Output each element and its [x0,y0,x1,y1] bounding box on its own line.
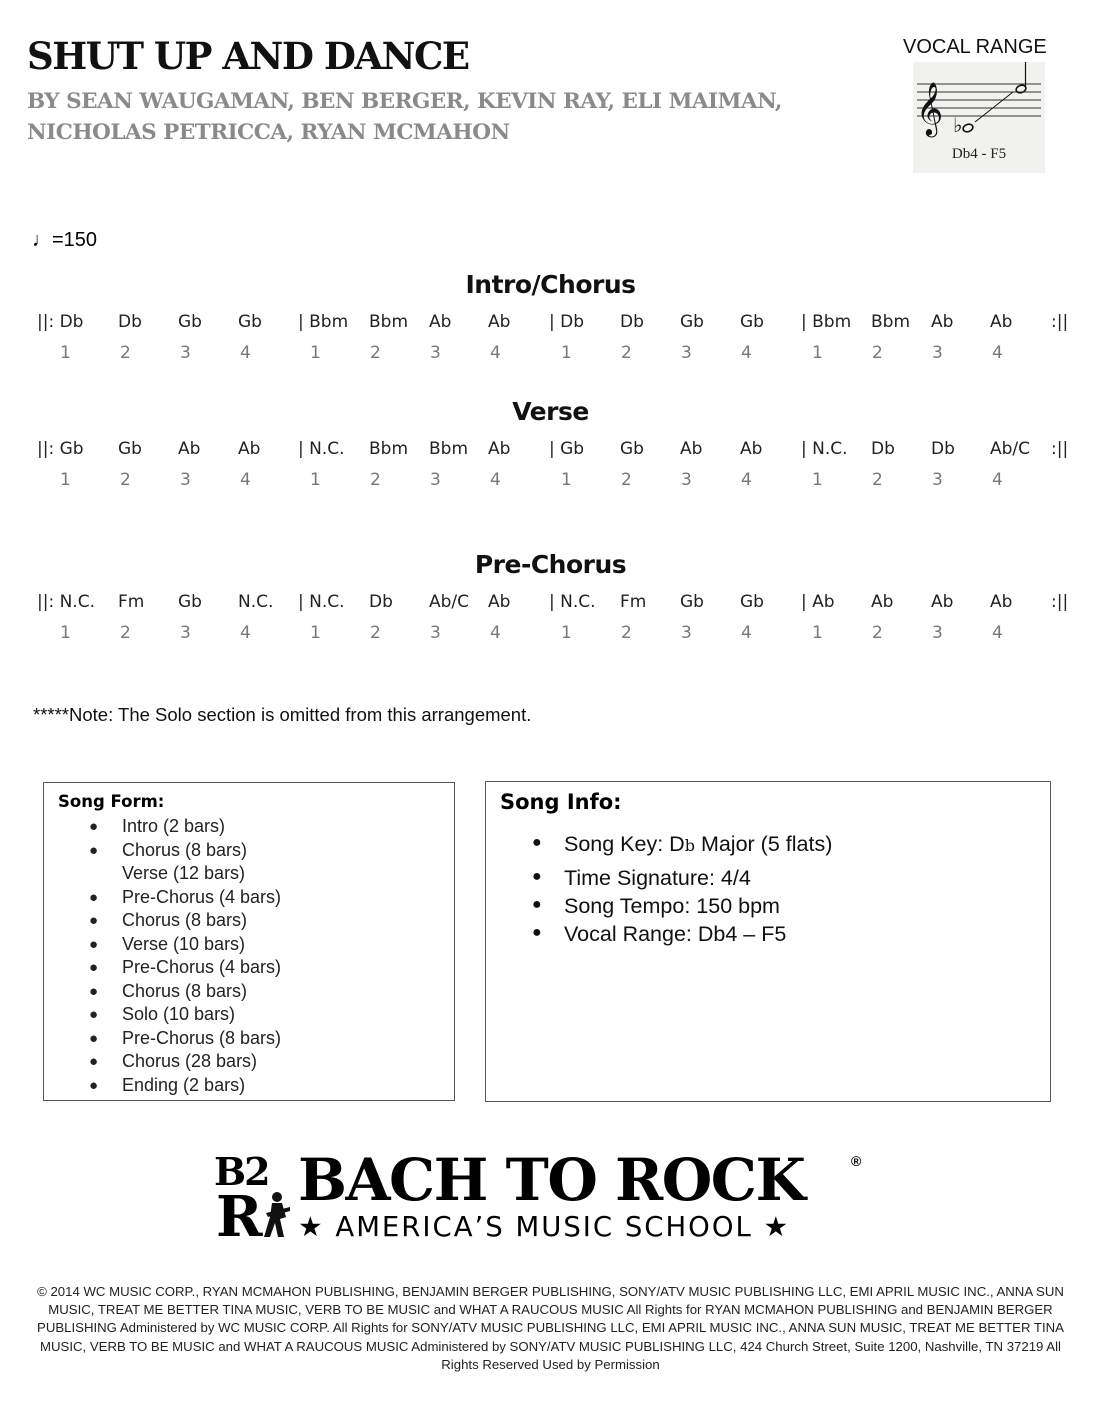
beat-number: 3 [180,470,191,490]
chord-cell: Ab [178,439,201,459]
song-tempo-item [532,894,780,919]
vocal-range-text: Vocal Range: Db4 – F5 [564,922,787,946]
tempo-marking: ♩=150 [32,229,98,251]
beat-number: 3 [430,470,441,490]
chord-cell: Ab/C [429,592,470,612]
beat-number: 1 [812,470,823,490]
beat-number: 4 [992,470,1003,490]
chord-cell: :|| [1051,439,1069,459]
beat-number: 3 [430,343,441,363]
chord-cell: ||: N.C. [37,592,95,612]
beat-number: 4 [992,623,1003,643]
chord-cell: Fm [620,592,647,612]
song-form-item-text: Chorus (28 bars) [122,1051,258,1071]
beat-number: 3 [681,623,692,643]
logo-mark-bottom: R [216,1184,263,1250]
bullet-icon: ● [89,1076,99,1094]
chord-cell: | Bbm [298,312,349,332]
song-key-suffix: Major (5 flats) [694,832,833,856]
bullet-icon: ● [89,959,99,976]
beat-number: 3 [180,343,191,363]
svg-text:♭: ♭ [953,113,963,137]
chord-cell: Gb [238,312,262,332]
chord-cell: Db [118,312,142,332]
chord-cell: ||: Gb [37,439,84,459]
chord-cell: N.C. [238,592,274,612]
song-form-item [44,1050,454,1074]
song-form-item-text: Verse (12 bars) [122,863,246,883]
song-form-item-text: Pre-Chorus (4 bars) [122,957,282,977]
beat-number: 4 [240,343,251,363]
chord-cell: Ab [488,312,511,332]
chord-cell: Gb [680,312,704,332]
chord-cell: Ab [871,592,894,612]
chord-cell: Db [931,439,955,459]
beat-number: 4 [992,343,1003,363]
bullet-icon: ● [89,888,99,906]
bullet-icon: ● [532,834,542,851]
song-form-item-text: Chorus (8 bars) [122,910,248,930]
vocal-range-heading: VOCAL RANGE [903,36,1047,58]
time-signature-text: Time Signature: 4/4 [564,866,751,890]
beat-number: 3 [681,343,692,363]
chord-cell: Ab [238,439,261,459]
chord-cell: Bbm [369,312,409,332]
vocal-range-label: Db4 - F5 [951,146,1007,162]
beat-number: 4 [741,623,752,643]
chord-cell: Ab [488,439,511,459]
song-form-item-text: Solo (10 bars) [122,1004,236,1024]
logo-name: BACH TO ROCK [298,1146,805,1214]
song-form-item-text: Pre-Chorus (8 bars) [122,1027,282,1048]
beat-number: 1 [310,470,321,490]
beat-number: 3 [932,470,943,490]
song-form-item-text: Verse (10 bars) [122,933,246,954]
chord-cell: Ab [429,312,452,332]
song-form-item [44,909,454,933]
beat-number: 1 [60,343,71,363]
song-info-title: Song Info: [500,790,622,814]
chord-cell: | Gb [549,439,585,459]
section-title-intro-chorus: Intro/Chorus [465,270,636,299]
svg-text:𝄞: 𝄞 [916,81,944,135]
song-form-item-text: Chorus (8 bars) [122,839,248,860]
beat-number: 4 [490,343,501,363]
chord-cell: | N.C. [298,439,345,459]
beat-number: 2 [120,623,131,643]
chord-cell: Fm [118,592,145,612]
beat-number: 4 [490,470,501,490]
beat-number: 3 [932,623,943,643]
song-form-item-text: Pre-Chorus (4 bars) [122,886,282,907]
beat-number: 1 [310,343,321,363]
bullet-icon: ● [532,896,542,913]
chord-cell: Db [620,312,644,332]
song-form-item [44,956,454,980]
chord-cell: Bbm [369,439,409,459]
section-title-pre-chorus: Pre-Chorus [474,550,627,579]
song-form-item [44,933,454,957]
beat-number: 4 [741,470,752,490]
chord-cell: | Bbm [801,312,852,332]
beat-number: 3 [180,623,191,643]
beat-number: 2 [872,623,883,643]
chord-cell: Gb [178,312,202,332]
bullet-icon: ● [89,935,99,953]
chord-cell: Gb [620,439,644,459]
chord-cell: | N.C. [801,439,848,459]
beat-number: 2 [370,470,381,490]
chord-cell: Ab [931,592,954,612]
beat-number: 1 [561,623,572,643]
chord-cell: Gb [740,592,764,612]
beat-number: 1 [60,623,71,643]
song-form-item-text: Intro (2 bars) [122,816,226,836]
vocal-range-item [532,922,787,947]
bullet-icon: ● [532,924,542,941]
bullet-icon: ● [89,818,99,835]
chord-cell: :|| [1051,592,1069,612]
chord-cell: Ab [740,439,763,459]
beat-number: 2 [621,470,632,490]
beat-number: 4 [240,470,251,490]
chord-cell: Gb [740,312,764,332]
chord-cell: Ab [990,312,1013,332]
song-form-item [44,980,454,1004]
chord-cell: | Ab [801,592,835,612]
bullet-icon: ● [89,1029,99,1047]
chord-cell: :|| [1051,312,1069,332]
chord-cell: | N.C. [298,592,345,612]
beat-number: 1 [60,470,71,490]
beat-number: 2 [120,470,131,490]
beat-number: 3 [681,470,692,490]
beat-number: 2 [370,343,381,363]
logo-registered-mark: ® [851,1153,862,1169]
chord-cell: Bbm [871,312,911,332]
beat-number: 2 [621,343,632,363]
chord-cell: | Db [549,312,585,332]
song-form-title: Song Form: [58,792,165,811]
beat-number: 3 [932,343,943,363]
chord-cell: Ab [680,439,703,459]
logo-tagline: ★ AMERICA’S MUSIC SCHOOL ★ [298,1211,791,1243]
song-form-item [44,815,454,839]
copyright-notice: © 2014 WC MUSIC CORP., RYAN MCMAHON PUBLISHING, BENJAMIN BERGER PUBLISHING, SONY/ATV MUSIC PUBLISHING LLC, EMI APRIL MUSIC INC., ANNA SUN MUSIC, TREAT ME BETTER TINA MUSIC, VERB TO BE MUSIC and WHAT A RAUCOUS MUSIC All Rights for RYAN MCMAHON PUBLISHING and BENJAMIN BERGER PUBLISHING Administered by WC MUSIC CORP. All Rights for SONY/ATV MUSIC PUBLISHING LLC, EMI APRIL MUSIC INC., ANNA SUN MUSIC, TREAT ME BETTER TINA MUSIC, VERB TO BE MUSIC and WHAT A RAUCOUS MUSIC Administered by SONY/ATV MUSIC PUBLISHING LLC, 424 Church Street, Suite 1200, Nashville, TN 37219 All Rights Reserved Used by Permission [37,1284,1064,1372]
beat-number: 1 [812,343,823,363]
beat-number: 2 [872,343,883,363]
chord-cell: Ab [990,592,1013,612]
chord-cell: Ab/C [990,439,1031,459]
bullet-icon: ● [89,912,99,929]
chord-cell: Ab [931,312,954,332]
song-key-item [532,832,833,857]
song-key-flat: b [684,836,695,855]
chord-cell: Gb [680,592,704,612]
beat-number: 1 [812,623,823,643]
chord-cell: Db [369,592,393,612]
beat-number: 2 [120,343,131,363]
song-form-item [44,862,454,886]
beat-number: 2 [370,623,381,643]
song-form-item [44,1003,454,1027]
chord-cell: Gb [118,439,142,459]
guitarist-silhouette-icon [262,1191,292,1241]
song-tempo-text: Song Tempo: 150 bpm [564,894,780,918]
bach-to-rock-logo [214,1146,874,1250]
chord-cell: ||: Db [37,312,84,332]
beat-number: 1 [561,343,572,363]
song-info-box [485,781,1051,1102]
song-key-prefix: Song Key: D [564,832,685,856]
beat-number: 2 [621,623,632,643]
section-title-verse: Verse [512,397,589,426]
time-signature-item [532,866,751,891]
beat-number: 3 [430,623,441,643]
song-form-box [43,782,455,1101]
chord-cell: Db [871,439,895,459]
song-form-item-text: Chorus (8 bars) [122,980,248,1001]
chord-cell: Ab [488,592,511,612]
beat-number: 4 [741,343,752,363]
arrangement-note: *****Note: The Solo section is omitted from this arrangement. [33,704,532,725]
chord-cell: | N.C. [549,592,596,612]
bullet-icon: ● [89,1053,99,1070]
beat-number: 1 [561,470,572,490]
chord-cell: Gb [178,592,202,612]
bullet-icon: ● [89,982,99,1000]
beat-number: 4 [490,623,501,643]
beat-number: 4 [240,623,251,643]
song-form-list [44,815,454,1097]
song-form-item [44,1027,454,1051]
song-form-item-text: Ending (2 bars) [122,1074,246,1095]
logo-mark-top: B2 [214,1149,269,1194]
song-authors: BY SEAN WAUGAMAN, BEN BERGER, KEVIN RAY, ELI MAIMAN, NICHOLAS PETRICCA, RYAN MCMAHON [27,89,782,145]
chord-cell: Bbm [429,439,469,459]
bullet-icon: ● [532,868,542,885]
song-form-item [44,886,454,910]
vocal-range-staff-image [913,62,1045,173]
song-form-item [44,1074,454,1098]
song-form-item [44,839,454,863]
bullet-icon: ● [89,1006,99,1023]
beat-number: 1 [310,623,321,643]
song-title: SHUT UP AND DANCE [27,34,469,78]
beat-number: 2 [872,470,883,490]
bullet-icon: ● [89,841,99,859]
